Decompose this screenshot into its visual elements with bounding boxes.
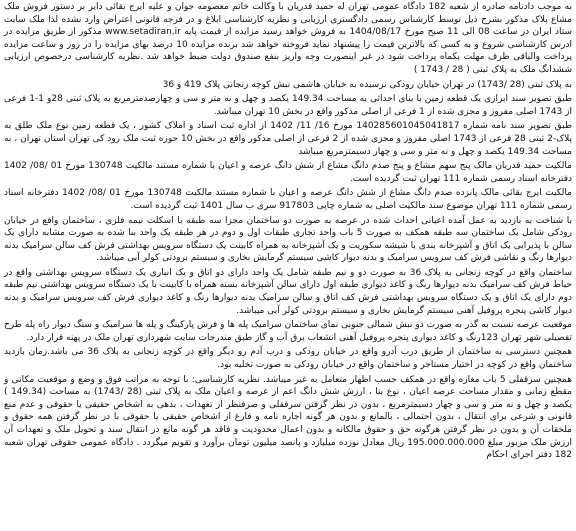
owner-baghaei-paragraph: مالکیت ایرج بقائی مالک پانزده صدم دانگ مشاع از شش دانگ عرصه و اعیان با شماره مستند مالکیت 130748 مورخ 01 /08/ 1402 دفترخانه اسناد رسمی شماره 111 تهران موضوع سند مالکیت اصلی به شماره چاپی 917803 سری ب سال 1401 ثبت گردیده است. [4, 188, 572, 211]
registry-letter-paragraph: طبق تصویر سند نامه شماره 140285601045041817 مورخ 16/ 11/ 1402 از اداره ثبت اسناد و املاک کشور ، یک قطعه زمین نوع ملک طلق به پلاک-2 ثبتی 28 فرعی از 1743 اصلی مفروز و مجزی شده از 2 فرعی از اصلی مذکور واقع در بخش 10 حوزه ثبت ملک رود کی تهران استان تهران ، به مساحت 149.34 یکصد و چهل و نه متر و سی و چهار دسیمترمربع میباشد [4, 121, 573, 157]
notice-intro-paragraph: به موجب دادنامه صادره از شعبه 182 دادگاه عمومی تهران له حمید قدریان با وکالت خانم معصومه جوان و علیه ایرج بقائی دایر بر دستور فروش ملک مشاع پلاک مذکور بشرح ذیل توسط کارشناس رسمی دادگستری ارزیابی و نظریه کارشناسی ابلاغ و در فرجه قانونی اعتراض وارد نشده لذا ملک سابت ستاد ایران در ساعت 08 الی 11 صبح مورخ 1404/08/17 به فروش خواهد رسید مزایده از قیمت پایه www.setadiran.ir مذکور از طریق مزایده در ادرس کارشناسی شروع و به کسی که بالاترین قیمت را پیشنهاد نماید فروخته خواهد شد برنده مزایده 10 درصد بهای مزایده را در روز و ساعت مزایده پرداخت والباقی ظرف مهلت یکماه پرداخت شود در غیر اینصورت وجه واریز بنفع صندوق دولت ضبط خواهد شد .نظریه کارشناسی درخصوص ارزیابی ششدانگ ملک به پلاک ثبتی ( 28 / 1743 ) [4, 2, 573, 75]
deed-area-paragraph: طبق تصویر سند ابرازی یک قطعه زمین با بنای احداثی به مساحت 149.34 یکصد و چهل و نه متر و سی و چهارصدمترمربع به پلاک ثبتی 28و 1-1 فرعی از 1743 اصلی مفروز و مجزی شده از 1 فرعی از اصلی مذکور واقع در بخش 10 تهران میباشد. [4, 94, 572, 117]
property-address-paragraph: به پلاک ثبتی (28 /1743) در تهران خیابان رودکی نرسیده به خیابان هاشمی نبش کوچه زنجانی پلاک 419 و 36 [162, 79, 572, 90]
alley-building-paragraph: ساختمان واقع در کوچه زنجانی به پلاک 36 به صورت دو و نیم طبقه شامل یک واحد دارای دو اتاق و یک انباری یک دستگاه سرویس بهداشتی واقع در حیاط فرش کف سرامیک بدنه دیوارها رنگ و کاغذ دیواری طبقه اول دارای سالن آشپزخانه بسته همراه با کابینت با یک دستگاه سرویس بهداشتی نیم طبقه دوم دارای یک اتاق و یک دستگاه سرویس بهداشتی فرش کف اتاق و سالن سرامیک بدنه دیوارها رنگ و کاغذ دیواری فرش کف سرویس سرامیک و بدنه دیوار کاشی پنجره پروفیل آهنی سیستم گرمایش بخاری و سیستم برودتی کولر آبی میباشد. [4, 267, 572, 316]
owner-ghadrian-paragraph: مالکیت حمید قدریان مالک پنج سهم مشاع و پنج صدم دانگ مشاع از شش دانگ عرصه و اعیان با شماره مستند مالکیت 130748 مورخ 01 /08/ 1402 دفترخانه اسناد رسمی شماره 111 تهران ثبت گردیده است. [4, 161, 572, 184]
inspection-building-paragraph: با شناخت به بازدید به عمل آمده اعیانی احداث شده در عرصه به صورت دو ساختمان مجزا سه طبقه با اسکلت نیمه فلزی ، ساختمان واقع در خیابان رودکی شامل یک ساختمان سه طبقه همکف به صورت 5 باب واحد تجاری طبقات اول و دوم در هر طبقه یک واحد بنا شده به صورت مشابه دارای یک سالن با پذیرایی یک اتاق و آشپزخانه بندی با شیشه سکوریت و یک آشپزخانه به همراه کابینت یک دستگاه سرویس بهداشتی فرش کف سالن سرامیک بدنه دیوارها رنگ و نقاشی فرش کف سرویس سرامیک و بدنه دیوار کاشی سیستم گرمایش بخاری و سیستم برودتی کولر آبی میباشد. [4, 215, 572, 264]
location-zone-paragraph: موقعیت عرصه نسبت به گذر به صورت دو نبش شمالی جنوبی نمای ساختمان سرامیک پله ها و فرش پارکینگ و پله ها سرامیک و سنگ دیوار راه پله طرح تفصیلی شهر تهران 123رنگ و کاغذ دیواری پنجره پروفیل آهنی انشعاب برق آب و گاز طبق مندرجات سایت شهرداری تهران ملک در پهنه قرار دارد. [4, 320, 572, 343]
valuation-opinion-paragraph: همچنین سرقفلی 5 باب مغازه واقع در همکف حسب اظهار متعامل به غیر میباشد. نظریه کارشناسی: با توجه به مراتب فوق و وضع و موقعیت مکانی و مقطع زمانی و مقدار مساحت عرصه اعیان ، نوع بنا ، ارزش شش دانگ اعم از عرصه و اعیان ملک به پلاک ثبتی (28 /1743) به مساحت (149.34 ) یکصد و چهل و نه متر و سی و چهار دسیمترمربع ، بدون در نظر گرفتن سرقفلی و صرفنظر از تعهدات ، بدهی به اشخاص حقیقی یا حقوقی و عدم منع قانونی و شرعی برای انتقال ، بدون احتمالی ، بالمانع و بدون هر گونه اجاره نامه و فارغ از اشخاص حقیقی یا حقوقی با در نظر گرفتن همه حقوق و ملحقات آن و بدون در نظر گرفتن هرگونه حق و حقوق مالکانه و بدون اعمال محدودیت و فاقد هر گونه مانع در انتقال سند و تحویل ملک و تعهدات آن ارزش ملک مزبور مبلغ 195.000.000.000 ریال معادل نوزده میلیارد و پانصد میلیون تومان برآورد و تقویم میگردد . دادگاه عمومی حقوقی تهران شعبه 182 دفتر اجرای احکام [4, 374, 573, 461]
access-occupancy-paragraph: همچنین دسترسی به ساختمان از طریق درب آدرو واقع در خیابان رودکی و درب آدم رو دیگر واقع در کوچه زنجانی به پلاک 36 می باشد.زمان بازدید ساختمان واقع در کوچه در اختیار مستاجر و ساختمان واقع در خیابان رودکی به صورت تخلیه بود. [4, 347, 572, 371]
